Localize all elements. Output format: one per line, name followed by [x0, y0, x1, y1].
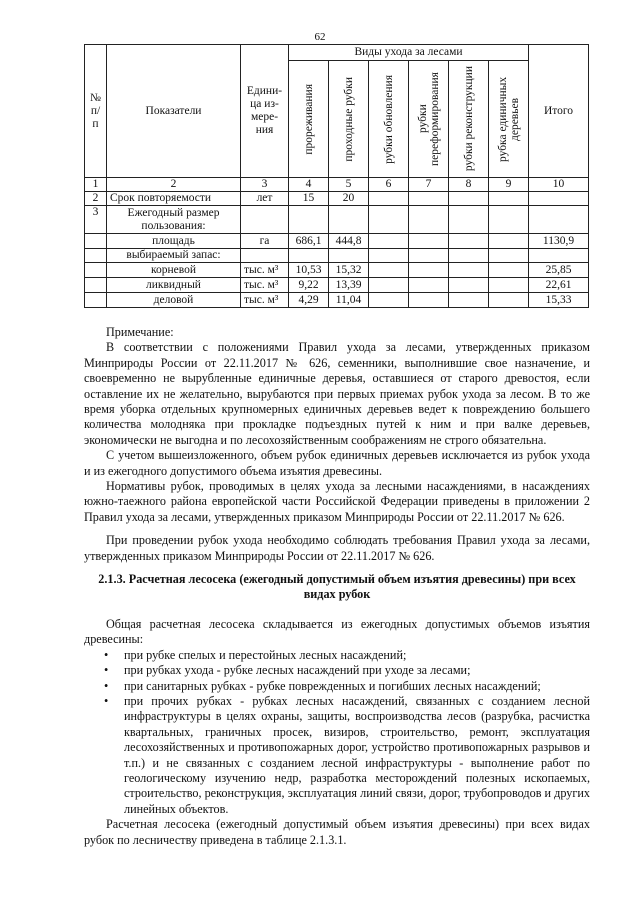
care-type-reforming-cutting: рубки переформирования: [416, 72, 441, 166]
note-block: [84, 325, 590, 564]
row-unit: лет: [241, 192, 289, 206]
care-type-thinning: прореживания: [302, 83, 315, 155]
row-unit: тыс. м³: [241, 293, 289, 308]
row-value-col4: 4,29: [289, 293, 329, 308]
col-number: 1: [85, 178, 107, 192]
care-type-passage-cutting: проходные рубки: [342, 76, 355, 162]
forest-care-table: [84, 44, 589, 308]
table-row: [85, 192, 589, 206]
col-number: 7: [409, 178, 449, 192]
col-indicator-header: Показатели: [107, 45, 241, 178]
care-types-group-header: Виды ухода за лесами: [289, 45, 529, 61]
col-number: 2: [107, 178, 241, 192]
row-value-col5: 444,8: [329, 234, 369, 249]
row-total: 1130,9: [529, 234, 589, 249]
note-title: Примечание:: [106, 325, 174, 339]
note-paragraph: При проведении рубок ухода необходимо соблюдать требования Правил ухода за лесами, утвержденных приказом Минприроды России от 22.11.2017 № 626.: [84, 533, 590, 563]
section-intro: Общая расчетная лесосека складывается из ежегодных допустимых объемов изъятия древесины:: [84, 617, 590, 647]
table-row: [85, 263, 589, 278]
table-row: [85, 234, 589, 249]
row-indicator: выбираемый запас:: [107, 249, 241, 263]
row-value-col5: 13,39: [329, 278, 369, 293]
row-total: 25,85: [529, 263, 589, 278]
col-total-header: Итого: [529, 45, 589, 178]
list-item: • при прочих рубках - рубках лесных насаждений, связанных с созданием лесной инфраструктуры в целях охраны, защиты, воспроизводства лесов (разрубка, расчистка квартальных, граничных просек, визиров, строительство, ремонт, эксплуатация лесохозяйственных и противопожарных дорог, устройство противопожарных разрывов и т.п.) и не связанных с созданием лесной инфраструктуры - выполнение работ по геологическому изучению недр, разработка месторождений полезных ископаемых, строительство, реконструкция, эксплуатация линий связи, дорог, трубопроводов и других линейных объектов.: [84, 694, 590, 817]
row-value-col5: 20: [329, 192, 369, 206]
section-heading: 2.1.3. Расчетная лесосека (ежегодный допустимый объем изъятия древесины) при всех видах рубок: [98, 572, 576, 602]
col-number: 10: [529, 178, 589, 192]
row-indicator: площадь: [107, 234, 241, 249]
row-num: 2: [85, 192, 107, 206]
table-row: [85, 278, 589, 293]
row-indicator: Ежегодный размер пользования:: [107, 206, 241, 234]
col-number: 6: [369, 178, 409, 192]
care-type-single-tree-cutting: рубка единичных деревьев: [496, 76, 521, 162]
row-indicator: деловой: [107, 293, 241, 308]
list-item: • при рубках ухода - рубке лесных насаждений при уходе за лесами;: [84, 663, 590, 678]
row-unit: тыс. м³: [241, 263, 289, 278]
list-item: • при санитарных рубках - рубке поврежденных и погибших лесных насаждений;: [84, 679, 590, 694]
row-value-col4: 9,22: [289, 278, 329, 293]
col-num-header: № п/п: [85, 45, 107, 178]
row-value-col5: 15,32: [329, 263, 369, 278]
section-body: [84, 617, 590, 848]
page-number: 62: [314, 31, 326, 43]
note-paragraph: В соответствии с положениями Правил ухода за лесами, утвержденных приказом Минприроды России от 22.11.2017 № 626, семенники, выполнившие свое назначение, и своевременно не вырубленные единичные деревья, оставшиеся от старого древостоя, если оставление их не желательно, вырубаются при первых приемах рубок ухода за лесом. В то же время уборка отдельных крупномерных единичных деревьев ведет к повреждению большего количества молодняка при прокладке подъездных путей к ним и при валке деревьев, экономически не выгодна и по лесохозяйственным соображениям не строго обязательна.: [84, 340, 590, 447]
row-unit: тыс. м³: [241, 278, 289, 293]
row-value-col5: 11,04: [329, 293, 369, 308]
note-paragraph: Нормативы рубок, проводимых в целях ухода за лесными насаждениями, в насаждениях южно-таежного района европейской части Российской Федерации приведены в приложении 2 Правил ухода за лесами, утвержденных приказом Минприроды России от 22.11.2017 № 626.: [84, 479, 590, 524]
row-total: [529, 192, 589, 206]
note-paragraph: С учетом вышеизложенного, объем рубок единичных деревьев исключается из рубок ухода и из ежегодного допустимого объема изъятия древесины.: [84, 448, 590, 478]
care-type-reconstruction-cutting: рубки реконструкции: [462, 66, 475, 172]
table-row: [85, 206, 589, 234]
row-value-col4: 686,1: [289, 234, 329, 249]
bullet-list: [84, 648, 590, 817]
col-number: 9: [489, 178, 529, 192]
table-row: [85, 293, 589, 308]
section-closing: Расчетная лесосека (ежегодный допустимый объем изъятия древесины) при всех видах рубок по лесничеству приведена в таблице 2.1.3.1.: [84, 817, 590, 847]
row-indicator: корневой: [107, 263, 241, 278]
col-unit-header: Едини- ца из- мере- ния: [241, 45, 289, 178]
table-row: [85, 249, 589, 263]
row-num: 3: [85, 206, 107, 234]
row-indicator: ликвидный: [107, 278, 241, 293]
row-total: 22,61: [529, 278, 589, 293]
row-unit: га: [241, 234, 289, 249]
col-number: 4: [289, 178, 329, 192]
col-number: 5: [329, 178, 369, 192]
row-value-col4: 10,53: [289, 263, 329, 278]
row-indicator: Срок повторяемости: [107, 192, 241, 206]
list-item: • при рубке спелых и перестойных лесных насаждений;: [84, 648, 590, 663]
col-number: 3: [241, 178, 289, 192]
row-total: 15,33: [529, 293, 589, 308]
care-type-renewal-cutting: рубки обновления: [382, 74, 395, 164]
col-number: 8: [449, 178, 489, 192]
row-value-col4: 15: [289, 192, 329, 206]
